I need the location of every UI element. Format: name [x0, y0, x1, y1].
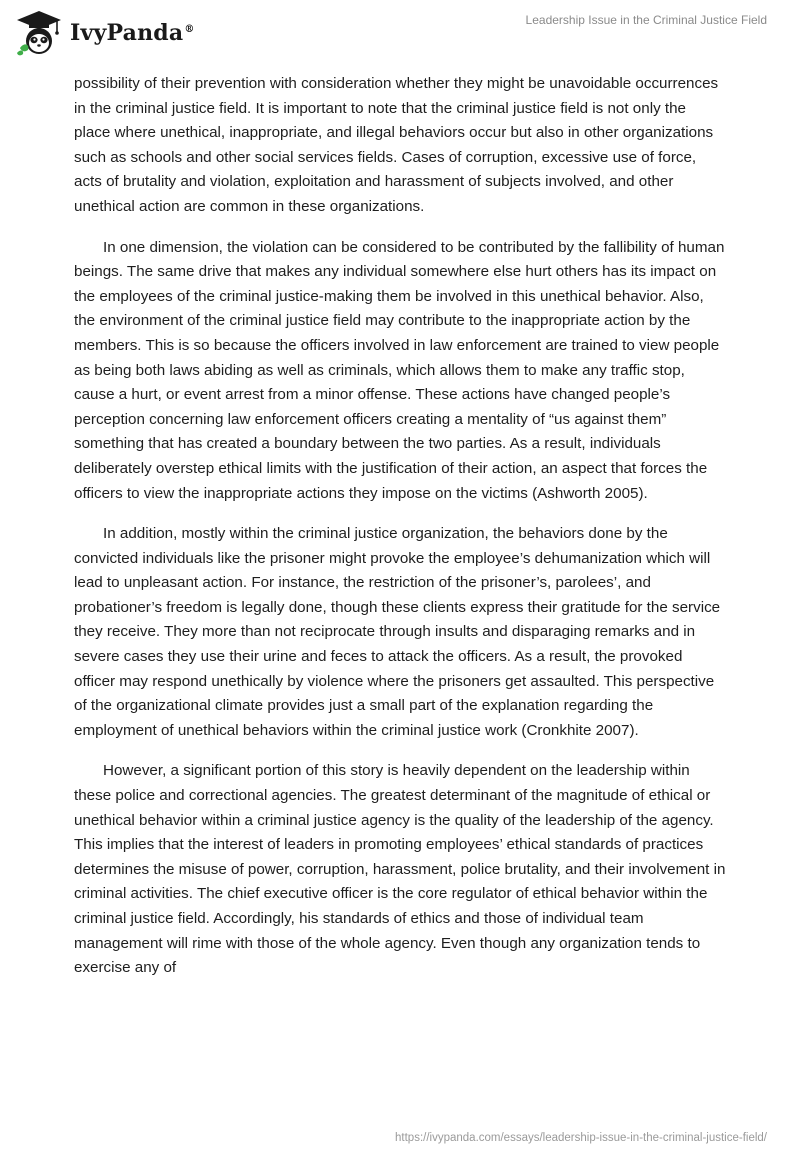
registered-mark: ®: [184, 23, 195, 35]
paragraph-2: In one dimension, the violation can be considered to be contributed by the fallibility of human beings. The same drive that makes any individual somewhere else hurt others has its impact on the employees of the criminal justice-making them be involved in this unethical behavior. Also, the environment of the criminal justice field may contribute to the inappropriate action by the members. This is so because the officers involved in law enforcement are trained to view people as being both laws abiding as well as criminals, which allows them to make any traffic stop, cause a hurt, or event arrest from a minor offense. These actions have changed people’s perception concerning law enforcement officers creating a mentality of “us against them” something that has created a boundary between the two parties. As a result, individuals deliberately overstep ethical limits with the justification of their action, an aspect that forces the officers to view the inappropriate actions they impose on the victims (Ashworth 2005).: [74, 238, 725, 502]
paragraph-1: possibility of their prevention with consideration whether they might be unavoidable occurrences in the criminal justice field. It is important to note that the criminal justice field is not only the place where unethical, inappropriate, and illegal behaviors occur but also in other organizations such as schools and other social services fields. Cases of corruption, excessive use of force, acts of brutality and violation, exploitation and harassment of subjects involved, and other unethical action are common in these organizations.: [74, 75, 719, 215]
essay-body: [74, 72, 726, 997]
page-header: [0, 0, 800, 70]
document-title: Leadership Issue in the Criminal Justice Field: [525, 13, 767, 27]
brand-logo[interactable]: [14, 8, 195, 58]
brand-name: IvyPanda®: [70, 20, 195, 46]
panda-graduate-icon: [14, 8, 64, 58]
paragraph-4: However, a significant portion of this story is heavily dependent on the leadership within these police and correctional agencies. The greatest determinant of the magnitude of ethical or unethical behavior within a criminal justice agency is the quality of the leadership of the agency. This implies that the interest of leaders in promoting employees’ ethical standards of practices determines the misuse of power, corruption, harassment, police brutality, and their involvement in criminal activities. The chief executive officer is the core regulator of ethical behavior within the criminal justice field. Accordingly, his standards of ethics and those of individual team management will rime with those of the whole agency. Even though any organization tends to exercise any of: [74, 762, 726, 977]
source-url[interactable]: https://ivypanda.com/essays/leadership-issue-in-the-criminal-justice-field/: [395, 1132, 767, 1144]
paragraph-3: In addition, mostly within the criminal justice organization, the behaviors done by the convicted individuals like the prisoner might provoke the employee’s dehumanization which will lead to unpleasant action. For instance, the restriction of the prisoner’s, parolees’, and probationer’s freedom is legally done, though these clients express their gratitude for the service they receive. They more than not reciprocate through insults and disparaging remarks and in severe cases they use their urine and feces to attack the officers. As a result, the provoked officer may respond unethically by violence where the prisoners get assaulted. This perspective of the organizational climate provides just a small part of the explanation regarding the employment of unethical behaviors within the criminal justice work (Cronkhite 2007).: [74, 525, 721, 739]
